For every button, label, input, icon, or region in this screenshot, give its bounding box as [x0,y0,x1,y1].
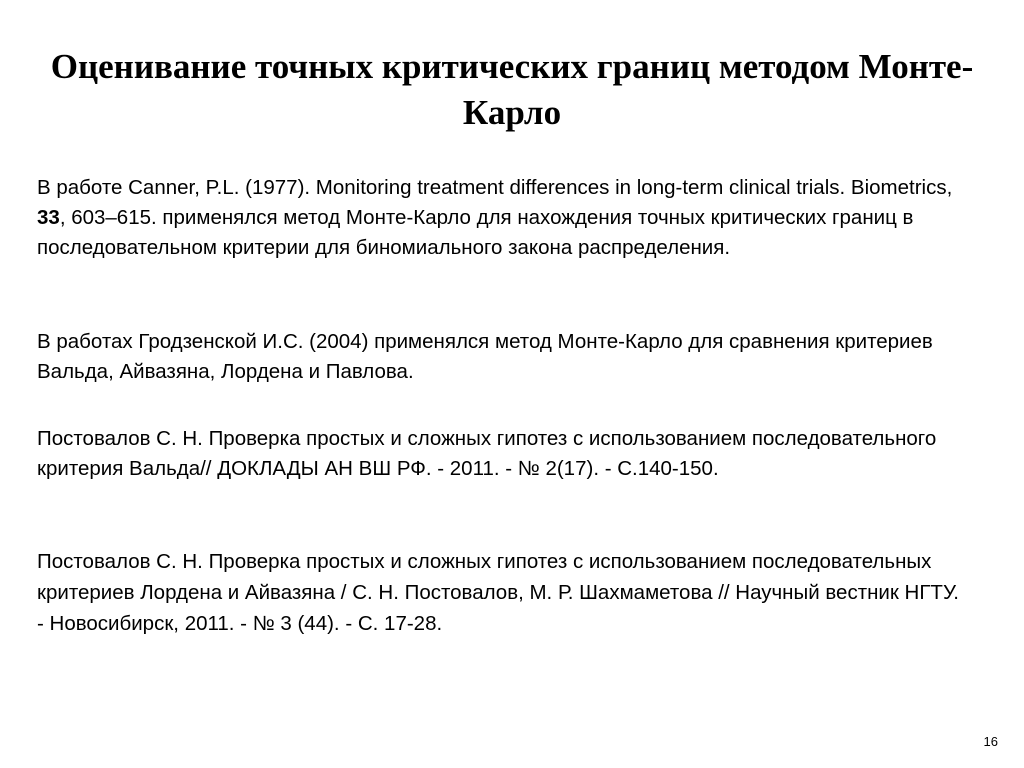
paragraph-text: В работе Canner, P.L. (1977). Monitoring treatment differences in long-term clinical trials. Biometrics, [37,176,953,199]
slide-title: Оценивание точных критических границ методом Монте-Карло [50,47,974,132]
page-number: 16 [983,734,998,749]
volume-number: 33 [37,206,60,229]
paragraph-text: , 603–615. применялся метод Монте-Карло для нахождения точных критических границ в последовательном критерии для биномиального закона распределения. [37,206,914,259]
paragraph-grodzenskaya: В работах Гродзенской И.С. (2004) применялся метод Монте-Карло для сравнения критериев Вальда, Айвазяна, Лордена и Павлова. [37,330,933,383]
paragraph-postovalov-wald: Постовалов С. Н. Проверка простых и сложных гипотез с использованием последовательного критерия Вальда// ДОКЛАДЫ АН ВШ РФ. - 2011. - № 2(17). - С.140-150. [37,427,937,480]
paragraph-postovalov-lorden: Постовалов С. Н. Проверка простых и сложных гипотез с использованием последовательных критериев Лордена и Айвазяна / С. Н. Постовалов, М. Р. Шахмаметова // Научный вестник НГТУ. - Новосибирск, 2011. - № 3 (44). - С. 17-28. [37,550,959,635]
paragraph-canner-reference [37,173,967,263]
